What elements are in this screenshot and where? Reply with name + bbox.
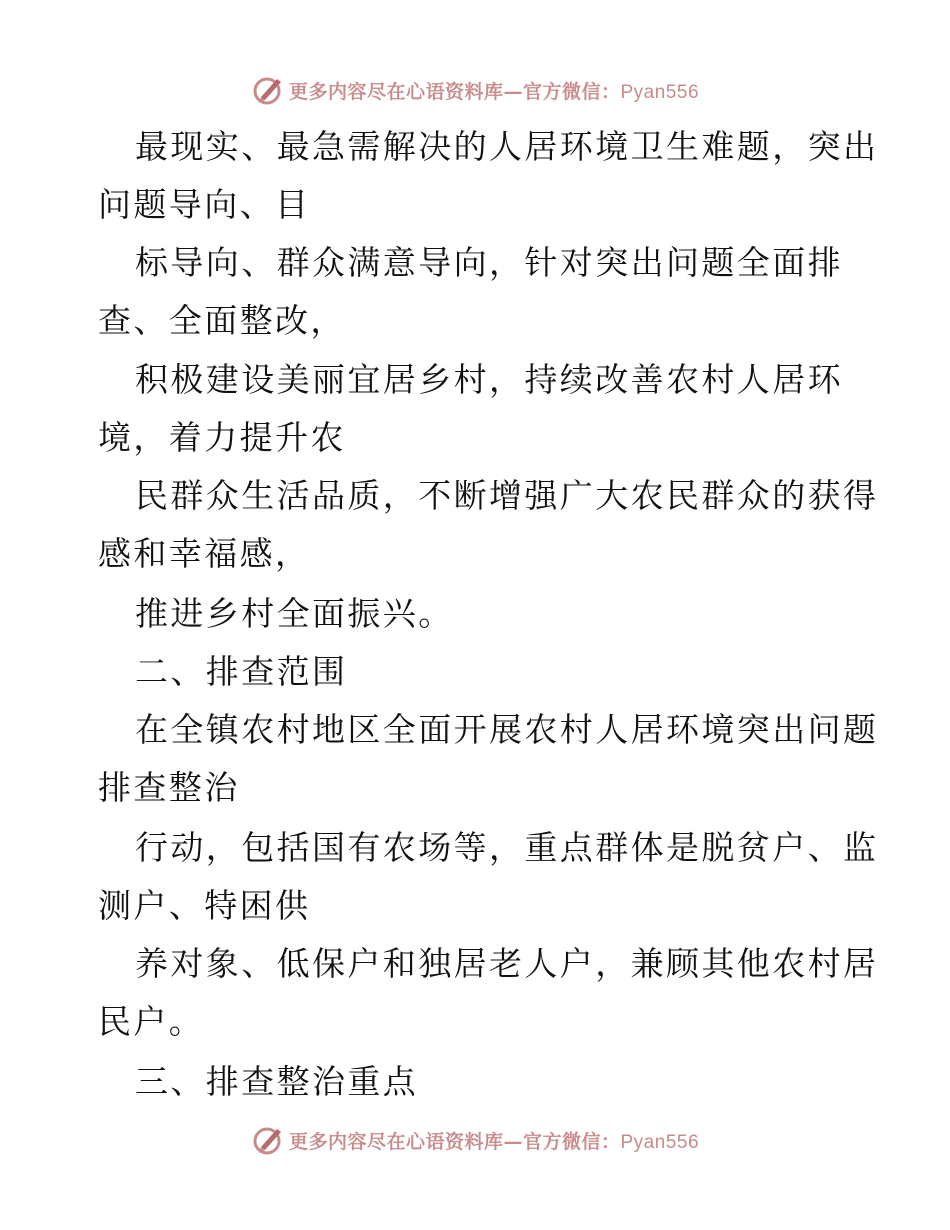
pen-logo-icon [251,1123,285,1157]
text-line-8: 感和幸福感， [98,534,311,573]
text-line-14: 测户、特困供 [98,886,311,925]
text-line-16: 民户。 [98,1002,205,1041]
watermark-wechat-id: Pyan556 [620,81,700,103]
text-line-6: 境，着力提升农 [98,418,346,457]
watermark-text [289,77,699,104]
text-line-11: 在全镇农村地区全面开展农村人居环境突出问题 [135,710,879,749]
section-heading-3: 三、排查整治重点 [135,1062,419,1101]
watermark-main-text: 更多内容尽在心语资料库—官方微信： [288,80,621,103]
header-watermark [0,70,950,110]
text-line-1: 最现实、最急需解决的人居环境卫生难题，突出 [135,127,879,166]
text-line-5: 积极建设美丽宜居乡村，持续改善农村人居环 [135,360,843,399]
text-line-7: 民群众生活品质，不断增强广大农民群众的获得 [135,476,879,515]
text-line-12: 排查整治 [98,768,240,807]
footer-watermark [0,1120,950,1160]
watermark-text [289,1127,699,1154]
pen-logo-icon [251,73,285,107]
text-line-15: 养对象、低保户和独居老人户，兼顾其他农村居 [135,944,879,983]
section-heading-2: 二、排查范围 [135,652,348,691]
text-line-4: 查、全面整改， [98,301,346,340]
text-line-3: 标导向、群众满意导向，针对突出问题全面排 [135,243,843,282]
text-line-13: 行动，包括国有农场等，重点群体是脱贫户、监 [135,828,879,867]
watermark-main-text: 更多内容尽在心语资料库—官方微信： [288,1130,621,1153]
watermark-wechat-id: Pyan556 [620,1131,700,1153]
text-line-2: 问题导向、目 [98,185,311,224]
text-line-9: 推进乡村全面振兴。 [135,594,454,633]
